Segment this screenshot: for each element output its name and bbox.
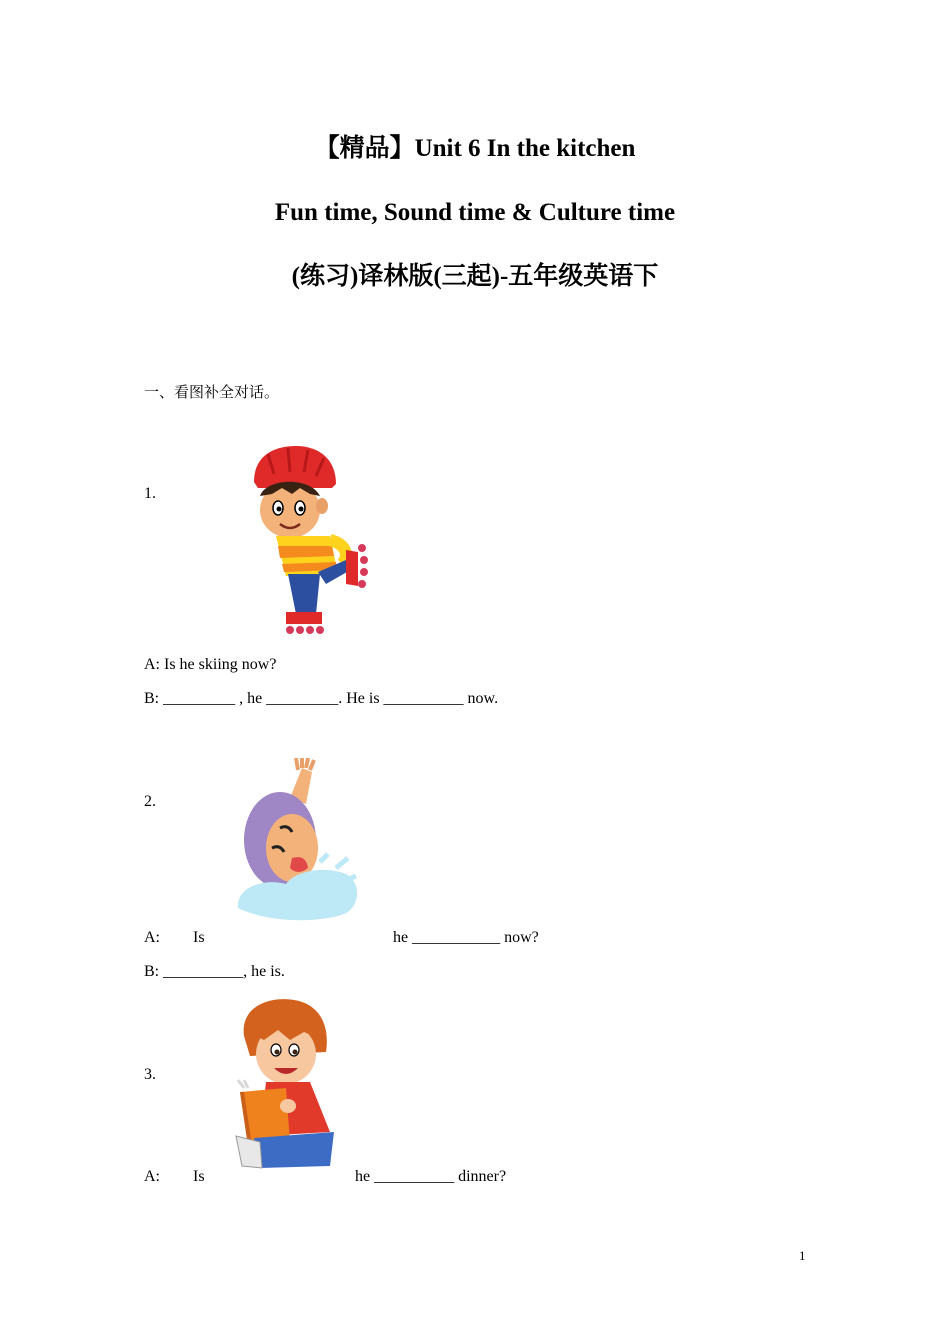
question-3-number: 3. <box>144 1066 156 1083</box>
page-number: 1 <box>799 1248 806 1263</box>
question-3-a-rest: he __________ dinner? <box>355 1168 507 1185</box>
section-heading: 一、看图补全对话。 <box>144 383 280 401</box>
question-2-a-rest: he ___________ now? <box>393 929 539 946</box>
question-3-a-is: Is <box>193 1168 205 1185</box>
question-2-number: 2. <box>144 793 156 810</box>
question-3-a-label: A: <box>144 1168 160 1185</box>
question-2-a-is: Is <box>193 929 205 946</box>
question-1-line-a: A: Is he skiing now? <box>144 656 277 673</box>
document-title: 【精品】Unit 6 In the kitchen <box>314 135 636 162</box>
inline-skating-boy-icon <box>246 444 372 638</box>
swimming-boy-icon <box>236 758 362 922</box>
document-series: (练习)译林版(三起)-五年级英语下 <box>291 263 659 290</box>
reading-boy-icon <box>230 996 340 1172</box>
question-1-line-b: B: _________ , he _________. He is __________ now. <box>144 690 499 707</box>
document-subtitle: Fun time, Sound time & Culture time <box>274 199 676 226</box>
question-2-line-b: B: __________, he is. <box>144 963 285 980</box>
question-2-a-label: A: <box>144 929 160 946</box>
question-1-number: 1. <box>144 485 156 502</box>
